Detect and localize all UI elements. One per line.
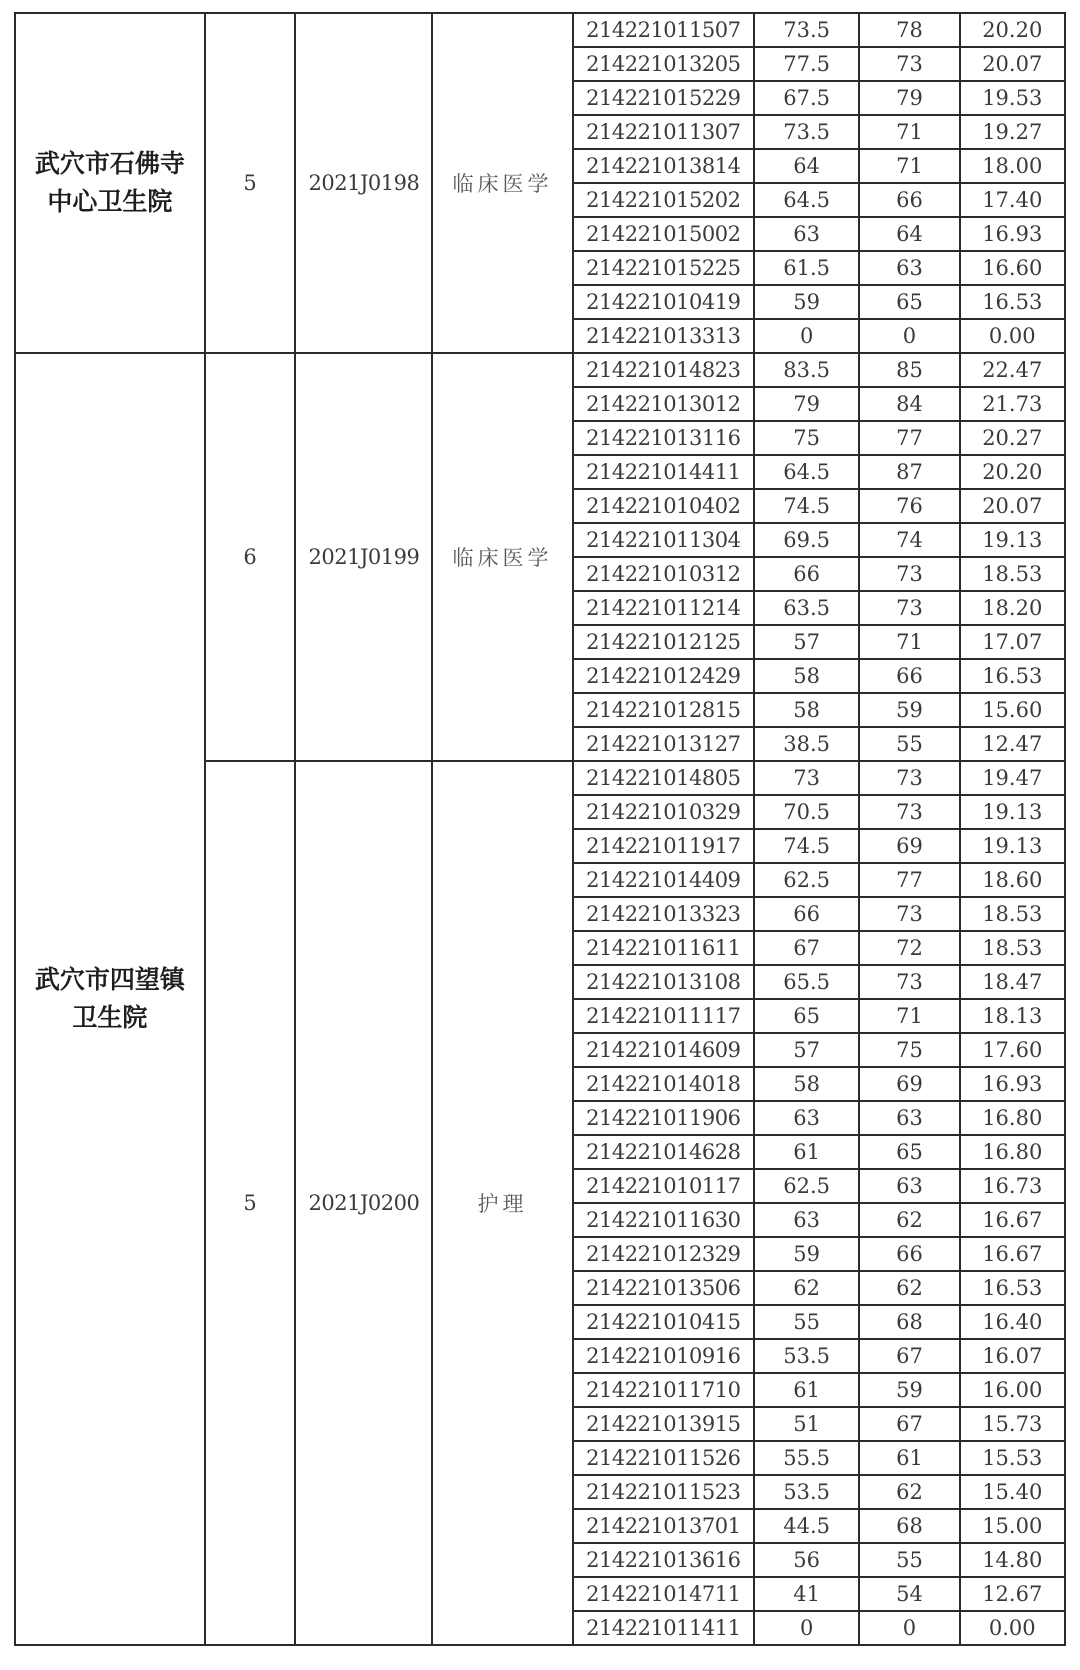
interview-score-cell: 63 (859, 251, 959, 285)
total-score-cell: 15.40 (960, 1475, 1065, 1509)
ticket-number-cell: 214221011630 (573, 1203, 754, 1237)
interview-score-cell: 59 (859, 1373, 959, 1407)
interview-score-cell: 0 (859, 1611, 959, 1645)
major-cell: 护理 (432, 761, 572, 1645)
ticket-number-cell: 214221012125 (573, 625, 754, 659)
interview-score-cell: 74 (859, 523, 959, 557)
ticket-number-cell: 214221010312 (573, 557, 754, 591)
total-score-cell: 17.40 (960, 183, 1065, 217)
interview-score-cell: 73 (859, 897, 959, 931)
written-score-cell: 51 (754, 1407, 859, 1441)
written-score-cell: 41 (754, 1577, 859, 1611)
written-score-cell: 74.5 (754, 829, 859, 863)
position-code-cell: 2021J0200 (295, 761, 432, 1645)
ticket-number-cell: 214221011507 (573, 13, 754, 47)
written-score-cell: 53.5 (754, 1339, 859, 1373)
written-score-cell: 73 (754, 761, 859, 795)
total-score-cell: 19.13 (960, 795, 1065, 829)
written-score-cell: 61.5 (754, 251, 859, 285)
table-row (15, 13, 1065, 47)
interview-score-cell: 59 (859, 693, 959, 727)
ticket-number-cell: 214221011214 (573, 591, 754, 625)
ticket-number-cell: 214221012429 (573, 659, 754, 693)
interview-score-cell: 73 (859, 795, 959, 829)
ticket-number-cell: 214221013205 (573, 47, 754, 81)
unit-name-line: 武穴市四望镇 (34, 965, 185, 994)
interview-score-cell: 0 (859, 319, 959, 353)
written-score-cell: 55 (754, 1305, 859, 1339)
total-score-cell: 18.53 (960, 897, 1065, 931)
total-score-cell: 21.73 (960, 387, 1065, 421)
written-score-cell: 67.5 (754, 81, 859, 115)
interview-score-cell: 63 (859, 1169, 959, 1203)
interview-score-cell: 73 (859, 965, 959, 999)
interview-score-cell: 54 (859, 1577, 959, 1611)
total-score-cell: 19.13 (960, 829, 1065, 863)
ticket-number-cell: 214221013616 (573, 1543, 754, 1577)
interview-score-cell: 69 (859, 1067, 959, 1101)
interview-score-cell: 67 (859, 1339, 959, 1373)
interview-score-cell: 78 (859, 13, 959, 47)
ticket-number-cell: 214221015229 (573, 81, 754, 115)
written-score-cell: 62.5 (754, 863, 859, 897)
total-score-cell: 15.00 (960, 1509, 1065, 1543)
total-score-cell: 16.73 (960, 1169, 1065, 1203)
interview-score-cell: 65 (859, 1135, 959, 1169)
written-score-cell: 73.5 (754, 13, 859, 47)
ticket-number-cell: 214221011411 (573, 1611, 754, 1645)
interview-score-cell: 66 (859, 1237, 959, 1271)
total-score-cell: 16.00 (960, 1373, 1065, 1407)
written-score-cell: 63.5 (754, 591, 859, 625)
results-sheet (14, 12, 1066, 1660)
major-cell: 临床医学 (432, 13, 572, 353)
ticket-number-cell: 214221014609 (573, 1033, 754, 1067)
interview-score-cell: 75 (859, 1033, 959, 1067)
interview-score-cell: 62 (859, 1271, 959, 1305)
interview-score-cell: 55 (859, 1543, 959, 1577)
ticket-number-cell: 214221014411 (573, 455, 754, 489)
interview-score-cell: 69 (859, 829, 959, 863)
written-score-cell: 58 (754, 1067, 859, 1101)
total-score-cell: 16.67 (960, 1203, 1065, 1237)
written-score-cell: 63 (754, 1101, 859, 1135)
unit-name-line: 武穴市石佛寺 (34, 149, 185, 178)
interview-score-cell: 68 (859, 1509, 959, 1543)
total-score-cell: 16.53 (960, 1271, 1065, 1305)
written-score-cell: 38.5 (754, 727, 859, 761)
ticket-number-cell: 214221011526 (573, 1441, 754, 1475)
total-score-cell: 16.80 (960, 1135, 1065, 1169)
ticket-number-cell: 214221013127 (573, 727, 754, 761)
unit-name-line: 卫生院 (72, 1003, 148, 1032)
ticket-number-cell: 214221010117 (573, 1169, 754, 1203)
interview-score-cell: 85 (859, 353, 959, 387)
written-score-cell: 67 (754, 931, 859, 965)
written-score-cell: 74.5 (754, 489, 859, 523)
written-score-cell: 64.5 (754, 183, 859, 217)
written-score-cell: 0 (754, 1611, 859, 1645)
total-score-cell: 0.00 (960, 1611, 1065, 1645)
unit-name-cell (15, 13, 205, 353)
ticket-number-cell: 214221013116 (573, 421, 754, 455)
ticket-number-cell: 214221010415 (573, 1305, 754, 1339)
total-score-cell: 20.20 (960, 13, 1065, 47)
ticket-number-cell: 214221011523 (573, 1475, 754, 1509)
ticket-number-cell: 214221011307 (573, 115, 754, 149)
ticket-number-cell: 214221013506 (573, 1271, 754, 1305)
total-score-cell: 18.00 (960, 149, 1065, 183)
interview-score-cell: 73 (859, 47, 959, 81)
ticket-number-cell: 214221010419 (573, 285, 754, 319)
total-score-cell: 15.73 (960, 1407, 1065, 1441)
written-score-cell: 44.5 (754, 1509, 859, 1543)
total-score-cell: 19.13 (960, 523, 1065, 557)
written-score-cell: 77.5 (754, 47, 859, 81)
interview-score-cell: 64 (859, 217, 959, 251)
interview-score-cell: 79 (859, 81, 959, 115)
written-score-cell: 75 (754, 421, 859, 455)
written-score-cell: 53.5 (754, 1475, 859, 1509)
written-score-cell: 55.5 (754, 1441, 859, 1475)
total-score-cell: 16.93 (960, 1067, 1065, 1101)
interview-score-cell: 77 (859, 863, 959, 897)
written-score-cell: 59 (754, 285, 859, 319)
written-score-cell: 62.5 (754, 1169, 859, 1203)
written-score-cell: 63 (754, 1203, 859, 1237)
total-score-cell: 0.00 (960, 319, 1065, 353)
written-score-cell: 56 (754, 1543, 859, 1577)
total-score-cell: 20.20 (960, 455, 1065, 489)
written-score-cell: 64 (754, 149, 859, 183)
ticket-number-cell: 214221013701 (573, 1509, 754, 1543)
written-score-cell: 65 (754, 999, 859, 1033)
written-score-cell: 59 (754, 1237, 859, 1271)
total-score-cell: 18.53 (960, 557, 1065, 591)
total-score-cell: 16.07 (960, 1339, 1065, 1373)
table-row (15, 353, 1065, 387)
ticket-number-cell: 214221010402 (573, 489, 754, 523)
total-score-cell: 18.20 (960, 591, 1065, 625)
total-score-cell: 17.60 (960, 1033, 1065, 1067)
written-score-cell: 83.5 (754, 353, 859, 387)
interview-score-cell: 73 (859, 761, 959, 795)
written-score-cell: 58 (754, 693, 859, 727)
ticket-number-cell: 214221011906 (573, 1101, 754, 1135)
interview-score-cell: 62 (859, 1203, 959, 1237)
written-score-cell: 66 (754, 557, 859, 591)
unit-name-cell (15, 353, 205, 1645)
ticket-number-cell: 214221014018 (573, 1067, 754, 1101)
ticket-number-cell: 214221012329 (573, 1237, 754, 1271)
ticket-number-cell: 214221015002 (573, 217, 754, 251)
interview-score-cell: 72 (859, 931, 959, 965)
table-body (15, 13, 1065, 1645)
position-count-cell: 5 (205, 13, 296, 353)
ticket-number-cell: 214221010329 (573, 795, 754, 829)
total-score-cell: 20.27 (960, 421, 1065, 455)
interview-score-cell: 71 (859, 149, 959, 183)
interview-score-cell: 61 (859, 1441, 959, 1475)
interview-score-cell: 66 (859, 183, 959, 217)
ticket-number-cell: 214221011611 (573, 931, 754, 965)
ticket-number-cell: 214221014805 (573, 761, 754, 795)
interview-score-cell: 87 (859, 455, 959, 489)
ticket-number-cell: 214221012815 (573, 693, 754, 727)
total-score-cell: 12.47 (960, 727, 1065, 761)
total-score-cell: 14.80 (960, 1543, 1065, 1577)
ticket-number-cell: 214221014409 (573, 863, 754, 897)
ticket-number-cell: 214221011917 (573, 829, 754, 863)
written-score-cell: 61 (754, 1135, 859, 1169)
total-score-cell: 16.67 (960, 1237, 1065, 1271)
ticket-number-cell: 214221014628 (573, 1135, 754, 1169)
ticket-number-cell: 214221011304 (573, 523, 754, 557)
written-score-cell: 57 (754, 1033, 859, 1067)
interview-score-cell: 65 (859, 285, 959, 319)
major-cell: 临床医学 (432, 353, 572, 761)
interview-score-cell: 66 (859, 659, 959, 693)
unit-name-line: 中心卫生院 (47, 187, 173, 216)
ticket-number-cell: 214221011710 (573, 1373, 754, 1407)
ticket-number-cell: 214221014711 (573, 1577, 754, 1611)
total-score-cell: 20.07 (960, 489, 1065, 523)
total-score-cell: 20.07 (960, 47, 1065, 81)
written-score-cell: 79 (754, 387, 859, 421)
written-score-cell: 0 (754, 319, 859, 353)
written-score-cell: 73.5 (754, 115, 859, 149)
interview-score-cell: 73 (859, 591, 959, 625)
interview-score-cell: 63 (859, 1101, 959, 1135)
ticket-number-cell: 214221013313 (573, 319, 754, 353)
position-code-cell: 2021J0198 (295, 13, 432, 353)
ticket-number-cell: 214221013814 (573, 149, 754, 183)
ticket-number-cell: 214221014823 (573, 353, 754, 387)
interview-score-cell: 55 (859, 727, 959, 761)
total-score-cell: 19.53 (960, 81, 1065, 115)
interview-score-cell: 84 (859, 387, 959, 421)
interview-score-cell: 67 (859, 1407, 959, 1441)
interview-score-cell: 71 (859, 999, 959, 1033)
ticket-number-cell: 214221015202 (573, 183, 754, 217)
total-score-cell: 16.60 (960, 251, 1065, 285)
written-score-cell: 63 (754, 217, 859, 251)
total-score-cell: 16.40 (960, 1305, 1065, 1339)
ticket-number-cell: 214221013915 (573, 1407, 754, 1441)
interview-score-cell: 62 (859, 1475, 959, 1509)
position-code-cell: 2021J0199 (295, 353, 432, 761)
position-count-cell: 5 (205, 761, 296, 1645)
ticket-number-cell: 214221015225 (573, 251, 754, 285)
total-score-cell: 16.93 (960, 217, 1065, 251)
total-score-cell: 18.13 (960, 999, 1065, 1033)
total-score-cell: 15.53 (960, 1441, 1065, 1475)
written-score-cell: 61 (754, 1373, 859, 1407)
written-score-cell: 69.5 (754, 523, 859, 557)
total-score-cell: 12.67 (960, 1577, 1065, 1611)
total-score-cell: 17.07 (960, 625, 1065, 659)
written-score-cell: 57 (754, 625, 859, 659)
total-score-cell: 16.53 (960, 659, 1065, 693)
written-score-cell: 62 (754, 1271, 859, 1305)
written-score-cell: 66 (754, 897, 859, 931)
total-score-cell: 16.53 (960, 285, 1065, 319)
total-score-cell: 16.80 (960, 1101, 1065, 1135)
total-score-cell: 18.60 (960, 863, 1065, 897)
total-score-cell: 19.27 (960, 115, 1065, 149)
written-score-cell: 65.5 (754, 965, 859, 999)
written-score-cell: 58 (754, 659, 859, 693)
written-score-cell: 64.5 (754, 455, 859, 489)
written-score-cell: 70.5 (754, 795, 859, 829)
ticket-number-cell: 214221010916 (573, 1339, 754, 1373)
total-score-cell: 18.47 (960, 965, 1065, 999)
interview-score-cell: 71 (859, 115, 959, 149)
interview-score-cell: 71 (859, 625, 959, 659)
interview-score-cell: 76 (859, 489, 959, 523)
total-score-cell: 18.53 (960, 931, 1065, 965)
interview-score-cell: 77 (859, 421, 959, 455)
exam-results-table (14, 12, 1066, 1646)
ticket-number-cell: 214221013108 (573, 965, 754, 999)
interview-score-cell: 68 (859, 1305, 959, 1339)
ticket-number-cell: 214221011117 (573, 999, 754, 1033)
total-score-cell: 15.60 (960, 693, 1065, 727)
position-count-cell: 6 (205, 353, 296, 761)
interview-score-cell: 73 (859, 557, 959, 591)
total-score-cell: 22.47 (960, 353, 1065, 387)
total-score-cell: 19.47 (960, 761, 1065, 795)
ticket-number-cell: 214221013323 (573, 897, 754, 931)
ticket-number-cell: 214221013012 (573, 387, 754, 421)
